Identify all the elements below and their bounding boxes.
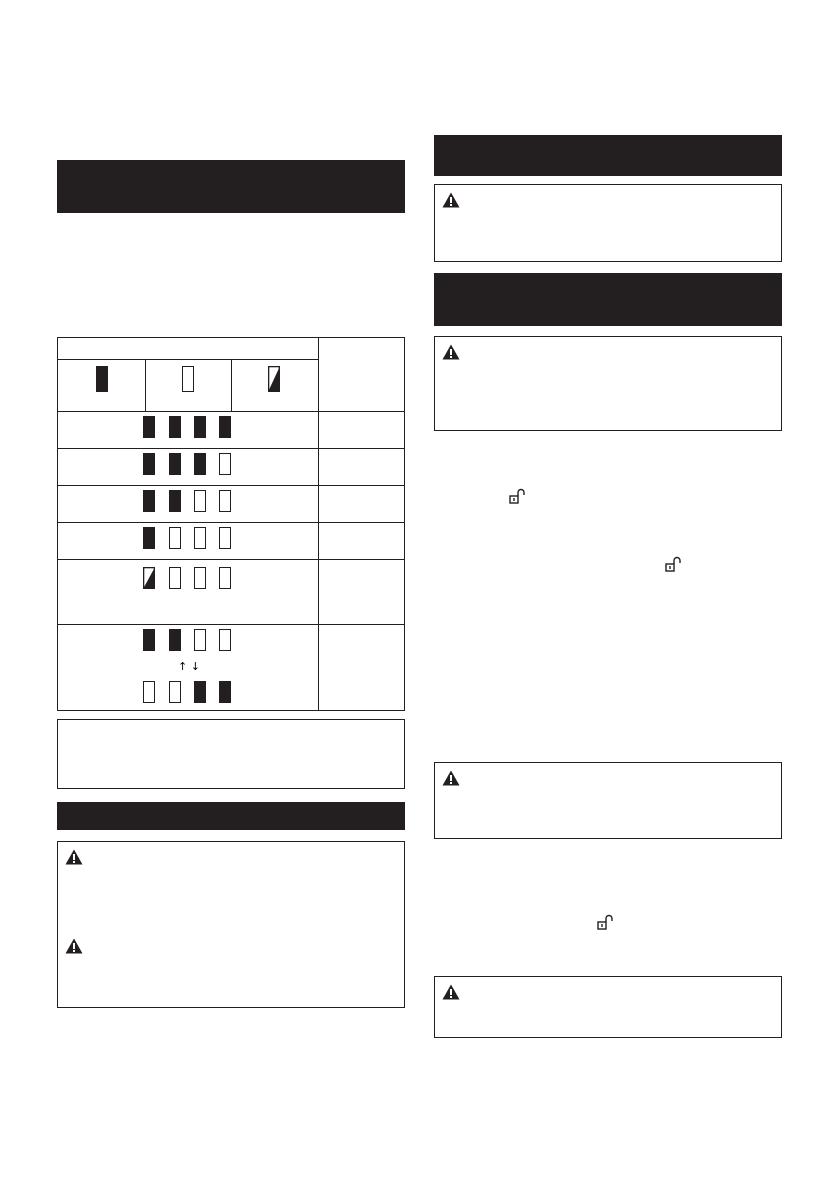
indicator-lit-icon	[143, 453, 155, 475]
indicator-lit-icon	[194, 416, 206, 438]
warning-triangle-icon	[65, 938, 83, 954]
indicator-lit-icon	[143, 416, 155, 438]
table-row-divider	[58, 485, 404, 486]
table-column-divider	[318, 338, 319, 710]
warning-box-right-1	[434, 184, 782, 262]
warning-triangle-icon	[442, 192, 460, 208]
indicator-off-icon	[169, 527, 181, 549]
warning-box-left	[57, 841, 405, 1008]
warning-triangle-icon	[442, 770, 460, 786]
unlocked-padlock-icon	[597, 914, 613, 930]
warning-box-right-4	[434, 976, 782, 1038]
indicator-lit-icon	[96, 366, 108, 392]
section-header-left-2	[57, 802, 405, 830]
indicator-blinking-icon	[268, 366, 280, 392]
indicator-off-icon	[182, 366, 194, 392]
table-row-divider	[58, 522, 404, 523]
section-header-right-2	[434, 273, 782, 326]
indicator-blinking-icon	[143, 567, 155, 589]
note-box	[57, 719, 405, 789]
indicator-lit-icon	[194, 681, 206, 703]
indicator-off-icon	[219, 567, 231, 589]
table-row-divider	[58, 624, 404, 625]
unlocked-padlock-icon	[509, 488, 525, 504]
table-row-divider	[58, 411, 404, 412]
battery-indicator-table	[57, 337, 405, 711]
indicator-lit-icon	[219, 416, 231, 438]
indicator-off-icon	[143, 681, 155, 703]
table-row-divider	[58, 559, 404, 560]
warning-box-right-2	[434, 336, 782, 431]
table-subcolumn-divider	[231, 359, 232, 411]
indicator-off-icon	[194, 527, 206, 549]
warning-triangle-icon	[442, 344, 460, 360]
indicator-lit-icon	[169, 490, 181, 512]
indicator-lit-icon	[194, 453, 206, 475]
table-row-divider	[58, 448, 404, 449]
section-header-left-1	[57, 160, 405, 213]
indicator-off-icon	[219, 490, 231, 512]
table-subcolumn-divider	[145, 359, 146, 411]
indicator-lit-icon	[219, 681, 231, 703]
indicator-lit-icon	[169, 629, 181, 651]
indicator-off-icon	[194, 490, 206, 512]
indicator-lit-icon	[143, 629, 155, 651]
section-header-right-1	[434, 135, 782, 176]
indicator-off-icon	[194, 567, 206, 589]
warning-box-right-3	[434, 762, 782, 839]
table-header-divider	[58, 359, 318, 360]
warning-triangle-icon	[65, 849, 83, 865]
unlocked-padlock-icon	[665, 556, 681, 572]
indicator-off-icon	[219, 527, 231, 549]
indicator-lit-icon	[169, 416, 181, 438]
indicator-off-icon	[169, 567, 181, 589]
indicator-lit-icon	[143, 490, 155, 512]
indicator-off-icon	[194, 629, 206, 651]
indicator-off-icon	[169, 681, 181, 703]
indicator-lit-icon	[143, 527, 155, 549]
indicator-off-icon	[219, 453, 231, 475]
indicator-lit-icon	[169, 453, 181, 475]
indicator-off-icon	[219, 629, 231, 651]
up-down-arrows-icon: ↑ ↓	[178, 660, 200, 673]
warning-triangle-icon	[442, 984, 460, 1000]
